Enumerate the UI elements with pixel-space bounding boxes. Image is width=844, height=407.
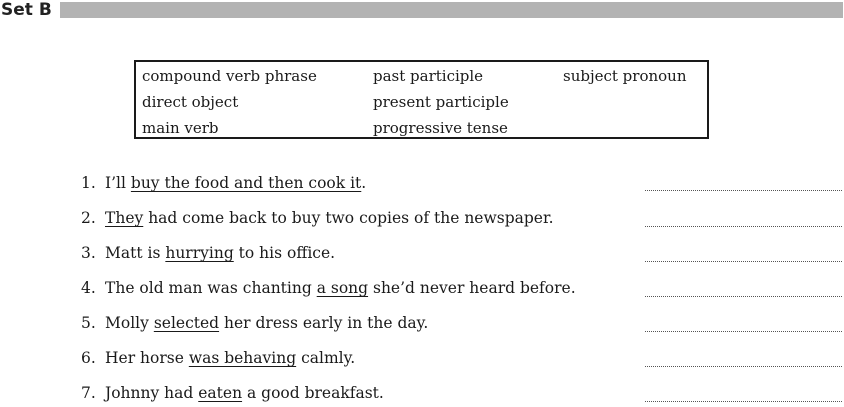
word-bank-item: direct object (142, 93, 239, 111)
word-bank-item: compound verb phrase (142, 67, 317, 85)
question-text: she’d never heard before. (368, 279, 576, 297)
word-bank-item: subject pronoun (563, 67, 687, 85)
question-5 (81, 312, 428, 334)
question-6 (81, 347, 355, 369)
question-number: 3. (81, 244, 96, 262)
question-text: a good breakfast. (242, 384, 384, 402)
question-text: The old man was chanting (105, 279, 317, 297)
word-bank-item: main verb (142, 119, 219, 137)
question-text: I’ll (105, 174, 131, 192)
question-4 (81, 277, 576, 299)
word-bank-item: past participle (373, 67, 484, 85)
question-text: Molly (105, 314, 154, 332)
question-number: 5. (81, 314, 96, 332)
title-bar (60, 2, 843, 18)
question-text: calmly. (296, 349, 356, 367)
underlined-phrase: They (105, 209, 144, 227)
question-3 (81, 242, 335, 264)
question-number: 6. (81, 349, 96, 367)
question-text: Johnny had (105, 384, 199, 402)
word-bank-item: progressive tense (373, 119, 508, 137)
underlined-phrase: selected (153, 314, 220, 332)
word-bank-box (134, 60, 709, 139)
answer-line-5[interactable] (645, 331, 842, 332)
question-number: 4. (81, 279, 96, 297)
answer-line-3[interactable] (645, 261, 842, 262)
underlined-phrase: hurrying (165, 244, 234, 262)
question-1 (81, 172, 366, 194)
question-number: 7. (81, 384, 96, 402)
answer-line-4[interactable] (645, 296, 842, 297)
answer-line-6[interactable] (645, 366, 842, 367)
underlined-phrase: was behaving (188, 349, 297, 367)
question-text: had come back to buy two copies of the newspaper. (143, 209, 554, 227)
underlined-phrase: buy the food and then cook it (130, 174, 362, 192)
section-title: Set B (1, 0, 52, 20)
question-text: Matt is (105, 244, 166, 262)
question-text: to his office. (233, 244, 336, 262)
underlined-phrase: a song (316, 279, 369, 297)
question-text: her dress early in the day. (219, 314, 429, 332)
question-text: . (361, 174, 367, 192)
answer-line-2[interactable] (645, 226, 842, 227)
question-2 (81, 207, 554, 229)
question-text: Her horse (105, 349, 189, 367)
word-bank-item: present participle (373, 93, 509, 111)
question-number: 2. (81, 209, 96, 227)
underlined-phrase: eaten (198, 384, 243, 402)
question-7 (81, 382, 384, 404)
answer-line-7[interactable] (645, 401, 842, 402)
question-number: 1. (81, 174, 96, 192)
answer-line-1[interactable] (645, 190, 842, 191)
